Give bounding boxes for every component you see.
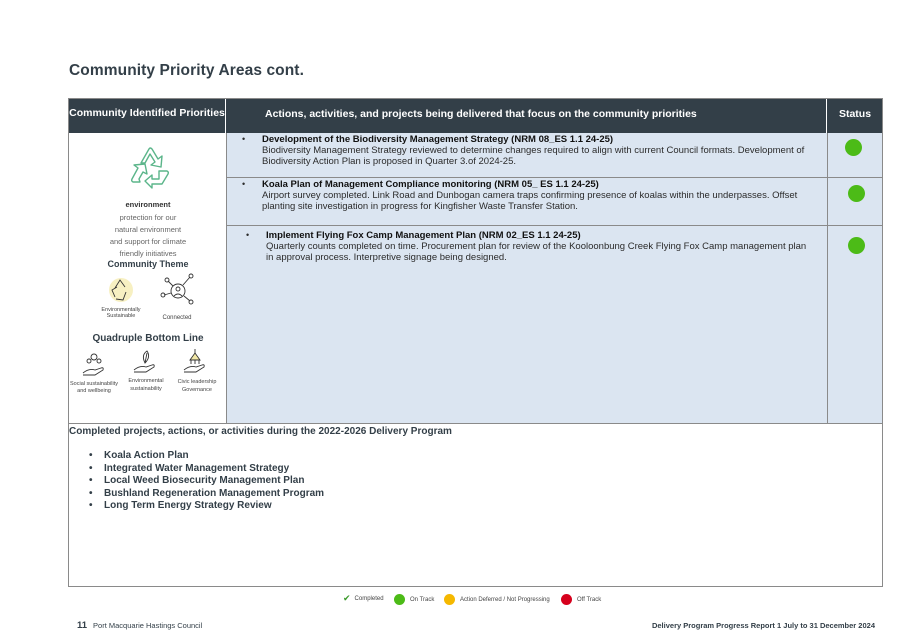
action-description: Biodiversity Management Strategy reviewed to determine changes required to align with current Council formats. Development of Biodiversity Action Plan is proposed in Quarter 3.of 2024-25. [262, 145, 805, 167]
legend-deferred [444, 594, 550, 605]
table-header [69, 99, 882, 133]
legend-off-track [561, 594, 601, 605]
theme-sustainable-line-1: Environmentally [101, 307, 141, 313]
completed-list [89, 450, 324, 513]
environment-label: environment [125, 200, 171, 209]
qbl-social-line-1: Social sustainability [70, 381, 118, 387]
legend-label: On Track [410, 596, 435, 603]
list-item: • Long Term Energy Strategy Review [89, 500, 324, 513]
legend-label: Completed [354, 596, 384, 602]
action-title: Implement Flying Fox Camp Management Plan (NRM 02_ES 1.1 24-25) [266, 230, 581, 241]
check-icon: ✔ [343, 594, 351, 604]
leaf-hand-icon [131, 349, 159, 375]
action-item: • Koala Plan of Management Compliance monitoring (NRM 05_ ES 1.1 24-25) Airport survey completed. Link Road and Dunbogan camera traps confirming presence of koalas within the underpasses. Offset planting site investigation in progress for Kingfisher Waste Transfer Station. [227, 179, 827, 212]
qbl-civic-line-2: Governance [182, 387, 212, 393]
red-dot-icon [561, 594, 572, 605]
status-on-track-dot [848, 185, 865, 202]
status-on-track-dot [848, 237, 865, 254]
qbl-heading: Quadruple Bottom Line [92, 333, 204, 344]
priorities-panel [69, 133, 227, 423]
env-desc-line-1: protection for our [119, 213, 177, 222]
completed-heading: Completed projects, actions, or activities during the 2022-2026 Delivery Program [69, 426, 452, 437]
env-desc-line-4: friendly initiatives [119, 249, 177, 258]
people-hand-icon [81, 351, 107, 377]
header-actions: Actions, activities, and projects being delivered that focus on the community priorities [227, 99, 827, 133]
env-desc-line-2: natural environment [114, 225, 182, 234]
status-legend [0, 594, 908, 608]
action-title: Koala Plan of Management Compliance monitoring (NRM 05_ ES 1.1 24-25) [262, 179, 599, 190]
action-item: • Implement Flying Fox Camp Management Plan (NRM 02_ES 1.1 24-25) Quarterly counts completed on time. Procurement plan for review of the Kooloonbung Creek Flying Fox Camp management plan in approval process. Interpretive signage being designed. [246, 230, 807, 263]
header-status: Status [838, 108, 872, 120]
page-title: Community Priority Areas cont. [69, 62, 304, 79]
recycle-icon [107, 275, 135, 305]
qbl-civic-line-1: Civic leadership [177, 379, 217, 385]
green-dot-icon [394, 594, 405, 605]
building-hand-icon [181, 347, 209, 375]
completed-cell [69, 423, 882, 587]
legend-on-track [394, 594, 434, 605]
qbl-environmental-line-2: sustainability [130, 386, 162, 392]
amber-dot-icon [444, 594, 455, 605]
header-priorities: Community Identified Priorities [69, 99, 226, 133]
action-title: Development of the Biodiversity Management Strategy (NRM 08_ES 1.1 24-25) [262, 134, 614, 145]
action-description: Airport survey completed. Link Road and Dunbogan camera traps confirming presence of koalas within the underpasses. Offset planting site investigation in progress for Kingfisher Waste Transfer Station. [262, 190, 798, 212]
legend-label: Action Deferred / Not Progressing [460, 596, 550, 603]
theme-sustainable-line-2: Sustainable [106, 313, 136, 319]
env-desc-line-3: and support for climate [109, 237, 187, 246]
list-item: • Bushland Regeneration Management Program [89, 488, 324, 501]
network-icon [159, 271, 197, 311]
community-theme-heading: Community Theme [107, 259, 189, 269]
row-divider [227, 177, 882, 178]
recycle-icon [125, 143, 175, 189]
action-description: Quarterly counts completed on time. Procurement plan for review of the Kooloonbung Creek Flying Fox Camp management plan in approval process. Interpretive signage being designed. [266, 241, 807, 263]
qbl-social-line-2: and wellbeing [77, 388, 111, 394]
action-item: • Development of the Biodiversity Management Strategy (NRM 08_ES 1.1 24-25) Biodiversity Management Strategy reviewed to determine changes required to align with current Council formats. Development of Biodiversity Action Plan is proposed in Quarter 3.of 2024-25. [227, 134, 827, 167]
legend-label: Off Track [577, 596, 602, 603]
theme-connected-label: Connected [162, 315, 192, 321]
legend-completed [343, 594, 384, 604]
priority-table [68, 98, 883, 587]
footer-left [77, 620, 202, 631]
row-divider [227, 225, 882, 226]
list-item: • Local Weed Biosecurity Management Plan [89, 475, 324, 488]
list-item: • Koala Action Plan [89, 450, 324, 463]
footer-org: Port Macquarie Hastings Council [93, 621, 203, 630]
qbl-environmental-line-1: Environmental [128, 378, 164, 384]
status-on-track-dot [845, 139, 862, 156]
footer-report-title: Delivery Program Progress Report 1 July to 31 December 2024 [651, 621, 875, 630]
page-number: 11 [77, 620, 88, 631]
list-item: • Integrated Water Management Strategy [89, 463, 324, 476]
